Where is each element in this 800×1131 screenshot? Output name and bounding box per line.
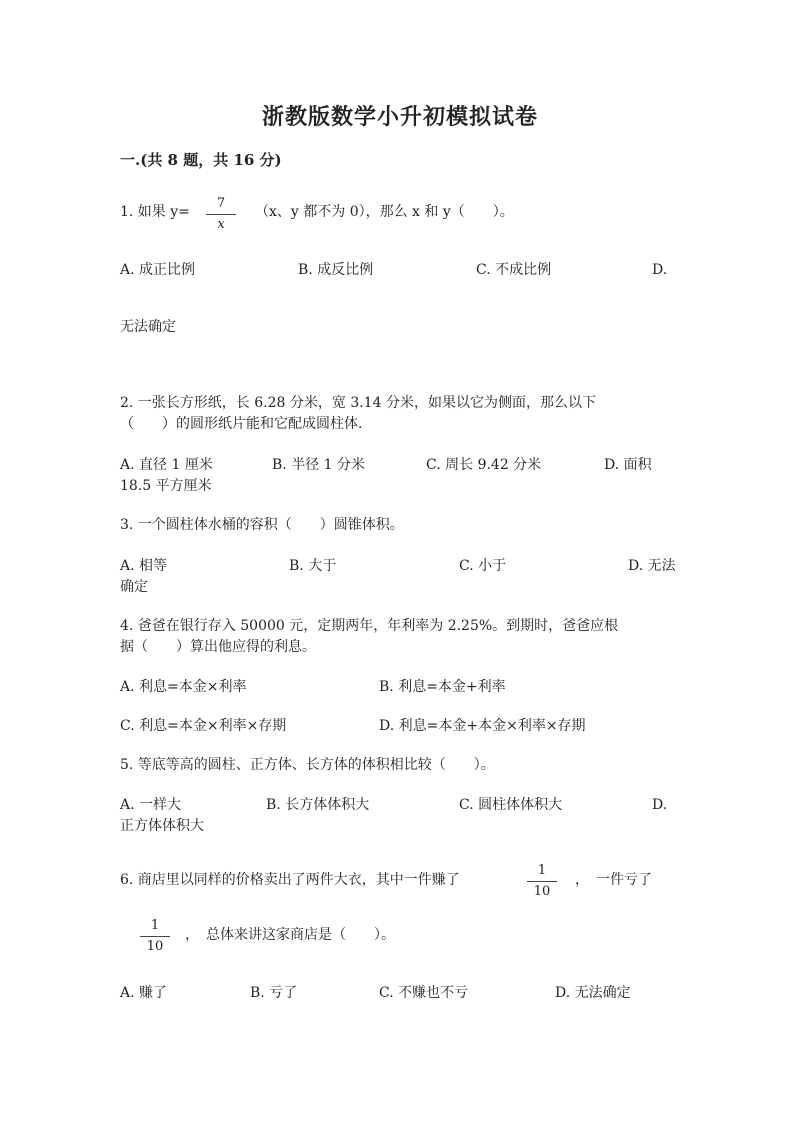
q6-option-c: C. 不赚也不亏 (379, 985, 469, 1001)
q3-option-d: D. 无法 (628, 558, 676, 574)
page-title: 浙教版数学小升初模拟试卷 (261, 104, 538, 130)
q4-option-a: A. 利息=本金×利率 (120, 679, 247, 695)
q1-suffix: （x、y 都不为 0），那么 x 和 y（ ）。 (255, 204, 514, 220)
q2-option-d: D. 面积 (604, 457, 652, 473)
q4-line1: 4. 爸爸在银行存入 50000 元，定期两年，年利率为 2.25%。到期时，爸爸应根 (120, 618, 619, 634)
q6-suffix: ， 总体来讲这家商店是（ ）。 (185, 927, 395, 943)
q1-option-c: C. 不成比例 (476, 262, 552, 278)
q1-option-d: D. (652, 262, 668, 278)
q6-frac1-denominator: 10 (533, 884, 551, 899)
q2-option-c: C. 周长 9.42 分米 (426, 457, 542, 473)
section-heading: 一.(共 8 题，共 16 分) (120, 151, 282, 169)
q6-option-d: D. 无法确定 (555, 985, 631, 1001)
q4-option-d: D. 利息=本金+本金×利率×存期 (379, 718, 586, 734)
q6-frac2-numerator: 1 (140, 918, 170, 937)
q5-line1: 5. 等底等高的圆柱、正方体、长方体的体积相比较（ ）。 (120, 757, 495, 773)
q5-option-b: B. 长方体体积大 (266, 797, 370, 813)
q1-option-b: B. 成反比例 (298, 262, 374, 278)
q3-option-c: C. 小于 (459, 558, 507, 574)
q1-prefix: 1. 如果 y= (120, 204, 190, 220)
q4-line2: 据（ ）算出他应得的利息。 (120, 639, 316, 655)
q3-line1: 3. 一个圆柱体水桶的容积（ ）圆锥体积。 (120, 517, 404, 533)
q2-option-d-text: 18.5 平方厘米 (120, 478, 212, 494)
q6-frac2-denominator: 10 (146, 939, 164, 954)
q6-fraction-2 (140, 918, 170, 955)
q6-option-b: B. 亏了 (250, 985, 298, 1001)
q2-option-b: B. 半径 1 分米 (272, 457, 365, 473)
q1-frac-denominator: x (217, 217, 225, 232)
q1-frac-numerator: 7 (206, 196, 236, 215)
q5-option-c: C. 圆柱体体积大 (459, 797, 563, 813)
q1-fraction (206, 196, 236, 233)
q5-option-d-text: 正方体体积大 (120, 818, 204, 834)
q6-option-a: A. 赚了 (120, 985, 168, 1001)
q3-option-b: B. 大于 (289, 558, 337, 574)
q2-option-a: A. 直径 1 厘米 (120, 457, 213, 473)
q6-frac1-numerator: 1 (527, 863, 557, 882)
q5-option-d: D. (652, 797, 668, 813)
q6-mid: ， 一件亏了 (575, 872, 652, 888)
q1-option-a: A. 成正比例 (120, 262, 196, 278)
q3-option-a: A. 相等 (120, 558, 168, 574)
q2-line1: 2. 一张长方形纸，长 6.28 分米，宽 3.14 分米，如果以它为侧面，那么以下 (120, 395, 596, 411)
q4-option-c: C. 利息=本金×利率×存期 (120, 718, 287, 734)
q2-line2: （ ）的圆形纸片能和它配成圆柱体. (120, 416, 363, 432)
q3-option-d-text: 确定 (120, 579, 148, 595)
q6-fraction-1 (527, 863, 557, 900)
q1-option-d-text: 无法确定 (120, 319, 176, 335)
q5-option-a: A. 一样大 (120, 797, 182, 813)
q4-option-b: B. 利息=本金+利率 (379, 679, 506, 695)
q6-prefix: 6. 商店里以同样的价格卖出了两件大衣，其中一件赚了 (120, 872, 460, 888)
